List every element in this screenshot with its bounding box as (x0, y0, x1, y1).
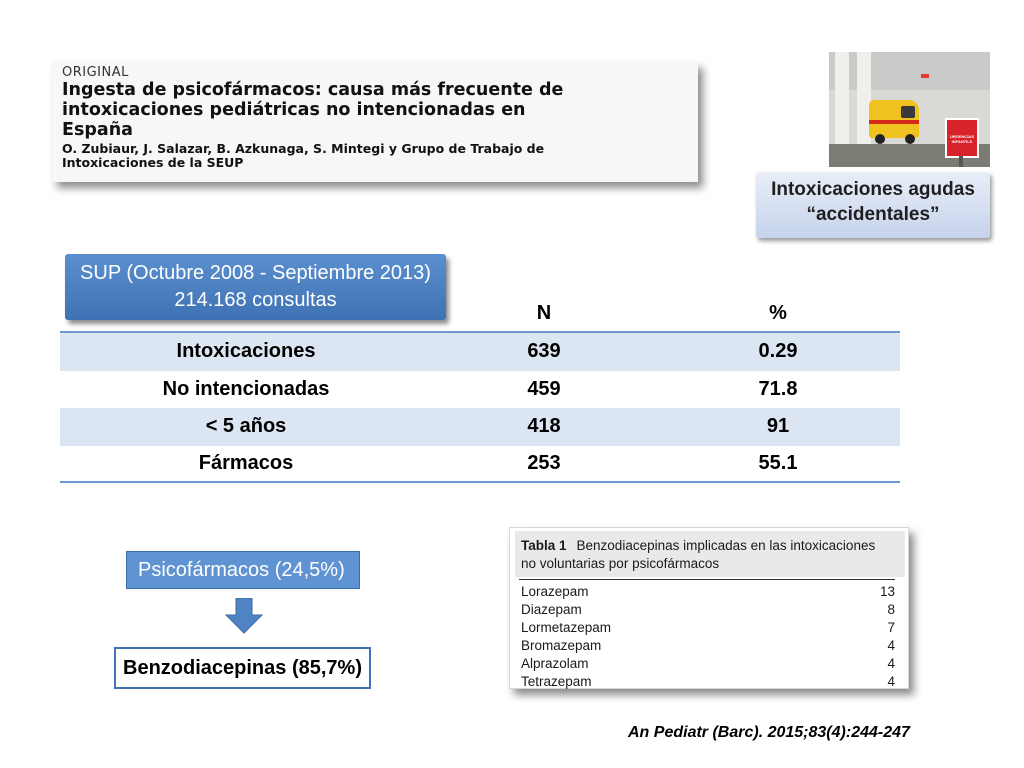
tabla1-caption (521, 537, 901, 573)
drug-name: Alprazolam (521, 656, 589, 671)
sign-pole (959, 156, 963, 167)
article-header-image (52, 62, 698, 182)
row-n: 253 (527, 451, 561, 474)
article-type: ORIGINAL (62, 65, 129, 80)
emergency-entrance-photo (829, 52, 990, 167)
article-title-line: España (62, 120, 133, 140)
row-pct: 0.29 (758, 340, 798, 363)
row-pct: 91 (766, 415, 790, 438)
article-title-line: intoxicaciones pediátricas no intencionadas en (62, 100, 526, 120)
article-title-line: Ingesta de psicofármacos: causa más frecuente de (62, 80, 564, 100)
tabla1-row (521, 583, 895, 601)
drug-count: 4 (887, 638, 895, 653)
article-authors-line: O. Zubiaur, J. Salazar, B. Azkunaga, S. Mintegi y Grupo de Trabajo de (62, 141, 545, 156)
table-row (60, 408, 900, 446)
tabla1-rule (519, 579, 895, 580)
drug-name: Bromazepam (521, 638, 602, 653)
tabla1-row (521, 637, 895, 655)
drug-count: 7 (887, 620, 895, 635)
benzodiazepine-table-image (509, 527, 909, 689)
article-title (62, 80, 688, 140)
tabla1-row (521, 601, 895, 619)
psicofarmacos-box: Psicofármacos (24,5%) (126, 551, 360, 589)
sup-summary-box (65, 254, 446, 320)
drug-name: Tetrazepam (521, 674, 592, 689)
tabla1-row (521, 673, 895, 691)
sup-line: SUP (Octubre 2008 - Septiembre 2013) (80, 262, 431, 284)
row-n: 459 (527, 377, 561, 400)
row-pct: 55.1 (758, 451, 798, 474)
wheel-icon (875, 134, 885, 144)
row-label: Intoxicaciones (176, 340, 316, 363)
table-row (60, 371, 900, 409)
caption-line: “accidentales” (806, 204, 940, 225)
row-n: 639 (527, 340, 561, 363)
tabla1-row (521, 655, 895, 673)
row-label: < 5 años (205, 415, 287, 438)
drug-name: Diazepam (521, 602, 582, 617)
photo-red-light (921, 74, 929, 78)
row-label: Fármacos (198, 451, 294, 474)
sup-line: 214.168 consultas (174, 289, 337, 311)
drug-name: Lorazepam (521, 584, 589, 599)
drug-count: 8 (887, 602, 895, 617)
article-authors (62, 142, 688, 170)
ambulance-stripe (869, 120, 919, 124)
tabla1-row (521, 619, 895, 637)
tabla1-caption-text: Benzodiacepinas implicadas en las intoxicaciones (576, 538, 876, 553)
table-row (60, 446, 900, 484)
row-n: 418 (527, 415, 561, 438)
wheel-icon (905, 134, 915, 144)
drug-count: 13 (879, 584, 895, 599)
caption-line: Intoxicaciones agudas (771, 179, 975, 200)
statistics-table (60, 296, 900, 483)
photo-caption (756, 172, 990, 238)
tabla1-caption-text: no voluntarias por psicofármacos (521, 556, 720, 571)
row-pct: 71.8 (758, 377, 798, 400)
emergency-sign-text: URGENCIAS INFANTILS (949, 134, 974, 144)
tabla1-label: Tabla 1 (521, 538, 567, 553)
article-authors-line: Intoxicaciones de la SEUP (62, 155, 244, 170)
drug-count: 4 (887, 674, 895, 689)
drug-name: Lormetazepam (521, 620, 612, 635)
table-header-cell: N (536, 302, 552, 324)
drug-count: 4 (887, 656, 895, 671)
down-arrow-icon (225, 598, 263, 634)
citation: An Pediatr (Barc). 2015;83(4):244-247 (628, 724, 910, 741)
photo-ceiling (829, 52, 990, 90)
table-header-cell: % (769, 302, 787, 324)
ambulance-window (901, 106, 915, 118)
table-row (60, 333, 900, 371)
benzodiacepinas-box: Benzodiacepinas (85,7%) (114, 647, 371, 689)
row-label: No intencionadas (162, 377, 330, 400)
